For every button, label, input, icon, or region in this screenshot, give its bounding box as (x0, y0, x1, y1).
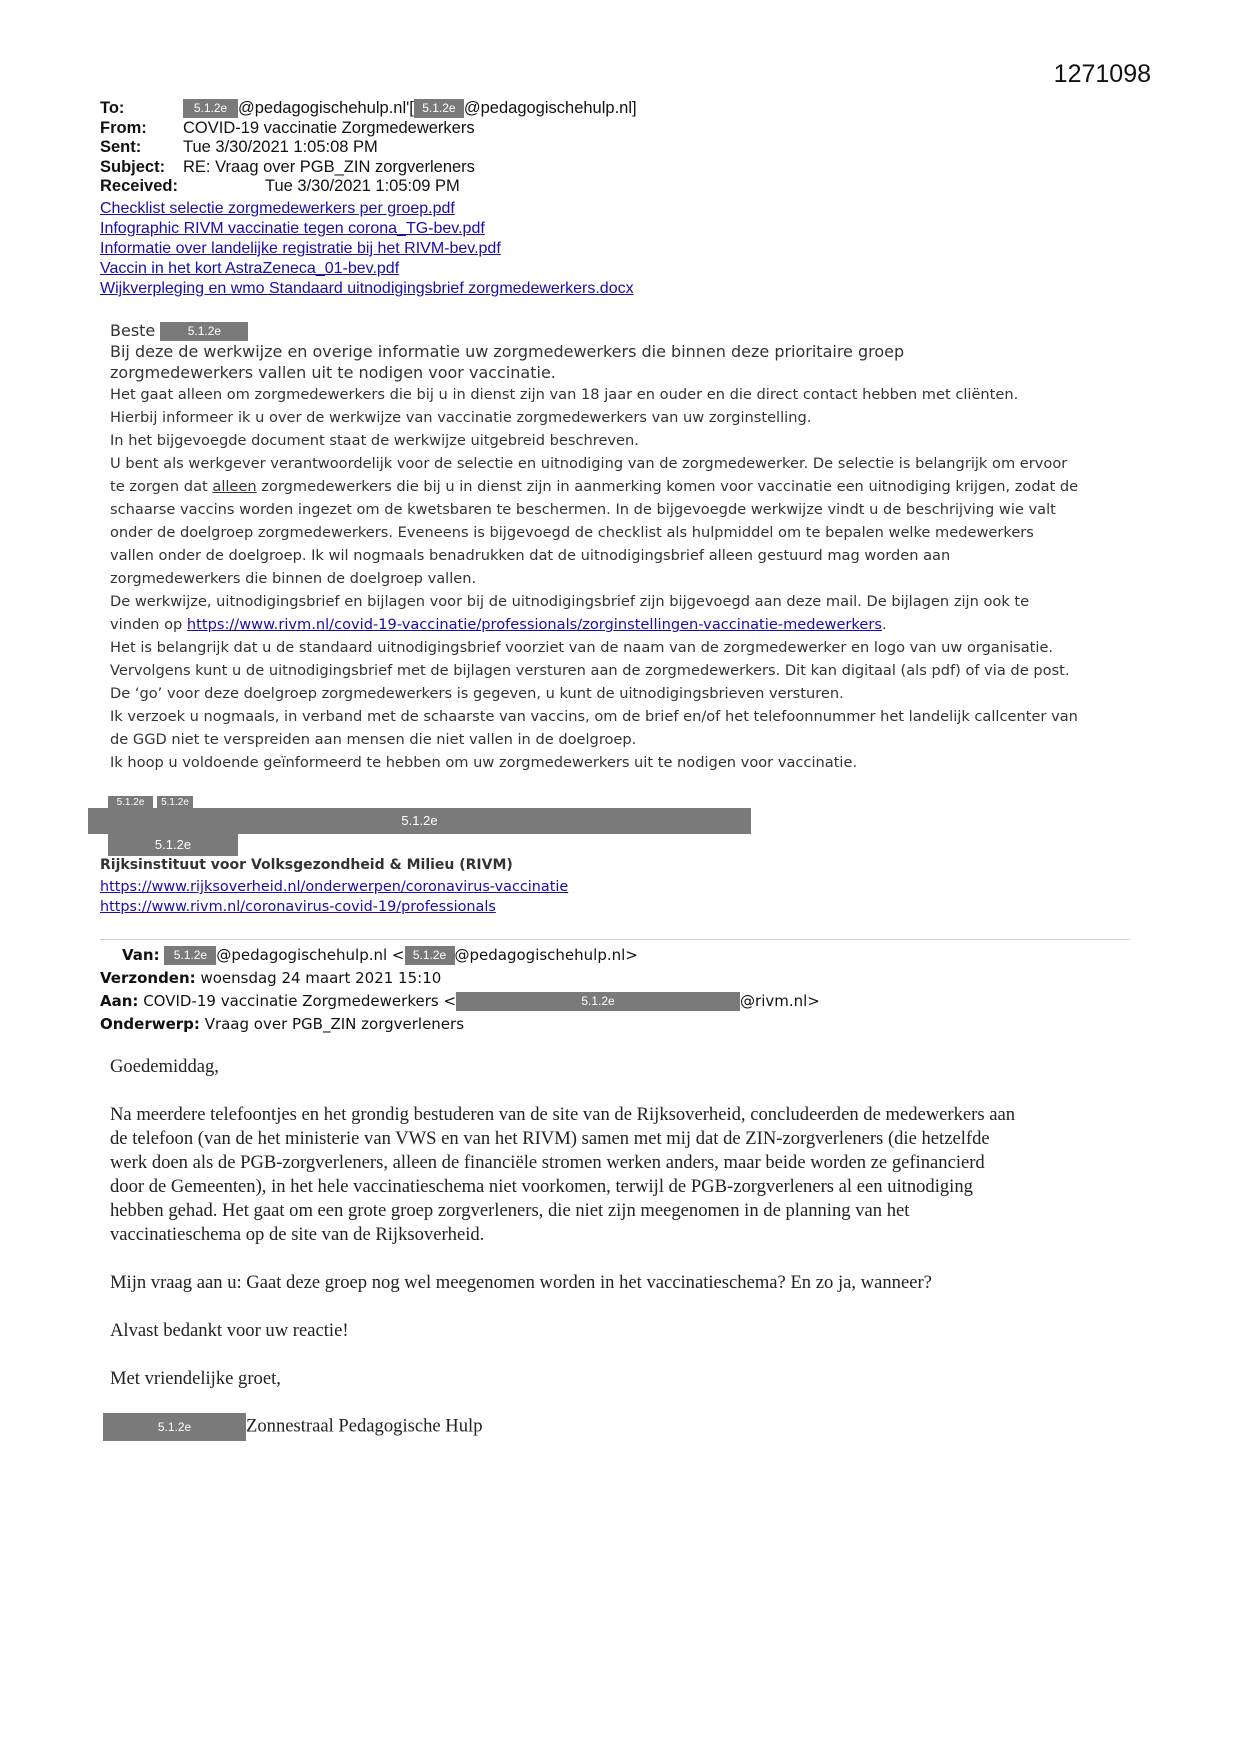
reply-intro-1: Bij deze de werkwijze en overige informatie uw zorgmedewerkers die binnen deze prioritaire groep (110, 342, 905, 361)
aan-value-2: @rivm.nl> (740, 992, 820, 1010)
original-letter (110, 1055, 1140, 1415)
redaction-box: 5.1.2e (164, 946, 216, 965)
emphasis-alleen: alleen (212, 478, 257, 495)
redaction-box: 5.1.2e (103, 1413, 246, 1441)
document-id: 1271098 (1053, 60, 1151, 88)
redaction-box: 5.1.2e (183, 99, 238, 118)
sent-label: Sent: (100, 138, 142, 157)
signature-link-row-1 (100, 879, 568, 895)
signature-link-rijksoverheid[interactable]: https://www.rijksoverheid.nl/onderwerpen/coronavirus-vaccinatie (100, 879, 569, 895)
reply-text: . (881, 616, 887, 633)
subject-label: Subject: (100, 157, 166, 176)
letter-paragraph-3: Alvast bedankt voor uw reactie! (110, 1320, 349, 1341)
reply-paragraph: Hierbij informeer ik u over de werkwijze van vaccinatie zorgmedewerkers van uw zorginstelling. (110, 409, 812, 426)
letter-line: hebben gehad. Het gaat om een grote groep zorgverleners, die niet zijn meegenomen in de planning van het (110, 1200, 910, 1221)
letter-line: vaccinatieschema op de site van de Rijksoverheid. (110, 1224, 485, 1245)
reply-greeting-line (110, 320, 1140, 341)
forwarded-header (100, 944, 820, 1036)
sent-value: Tue 3/30/2021 1:05:08 PM (183, 138, 378, 157)
letter-line: door de Gemeenten), in het hele vaccinatieschema niet voorkomen, terwijl de PGB-zorgverleners al een uitnodiging (110, 1176, 973, 1197)
van-label: Van: (122, 946, 160, 964)
reply-paragraph: Vervolgens kunt u de uitnodigingsbrief met de bijlagen versturen aan de zorgmedewerkers. Dit kan digitaal (als pdf) of via de post. (110, 662, 1070, 679)
letter-line: werk doen als de PGB-zorgverleners, alleen de financiële stromen werken anders, maar beide worden ze gefinancierd (110, 1152, 985, 1173)
reply-text: te zorgen dat (110, 478, 213, 495)
reply-paragraph: Het gaat alleen om zorgmedewerkers die bij u in dienst zijn van 18 jaar en ouder en die direct contact hebben met cliënten. (110, 386, 1019, 403)
letter-line: Na meerdere telefoontjes en het grondig bestuderen van de site van de Rijksoverheid, concludeerden de medewerkers aan (110, 1104, 1016, 1125)
verzonden-row (100, 967, 820, 990)
to-value-1: @pedagogischehulp.nl'[ (238, 99, 414, 117)
onderwerp-row (100, 1013, 820, 1036)
attachment-link[interactable]: Informatie over landelijke registratie bij het RIVM-bev.pdf (100, 240, 501, 257)
reply-paragraph: vallen onder de doelgroep. Ik wil nogmaals benadrukken dat de uitnodigingsbrief alleen gestuurd mag worden aan (110, 547, 951, 564)
van-value-2: @pedagogischehulp.nl> (454, 946, 638, 964)
received-value: Tue 3/30/2021 1:05:09 PM (265, 177, 460, 196)
redaction-box: 5.1.2e (456, 992, 740, 1011)
onderwerp-label: Onderwerp: (100, 1015, 200, 1033)
to-label: To: (100, 99, 125, 117)
to-value-2: @pedagogischehulp.nl] (463, 99, 637, 117)
letter-paragraph-1 (110, 1103, 1140, 1247)
letter-greeting: Goedemiddag, (110, 1056, 219, 1077)
letter-line: de telefoon (van de het ministerie van VWS en van het RIVM) samen met mij dat de ZIN-zorgverleners (die hetzelfde (110, 1128, 990, 1149)
from-row (100, 119, 637, 139)
redaction-box: 5.1.2e (405, 946, 455, 965)
redaction-box: 5.1.2e (108, 796, 153, 810)
to-row (100, 99, 637, 119)
reply-body (110, 320, 1140, 774)
attachment-link[interactable]: Vaccin in het kort AstraZeneca_01-bev.pdf (100, 260, 400, 277)
reply-text: zorgmedewerkers die bij u in dienst zijn in aanmerking komen voor vaccinatie een uitnodiging krijgen, zodat de (256, 478, 1079, 495)
sent-row (100, 138, 637, 158)
from-label: From: (100, 118, 147, 137)
reply-paragraph: De werkwijze, uitnodigingsbrief en bijlagen voor bij de uitnodigingsbrief zijn bijgevoegd aan deze mail. De bijlagen zijn ook te (110, 593, 1030, 610)
van-value-1: @pedagogischehulp.nl < (216, 946, 405, 964)
redaction-box: 5.1.2e (88, 808, 751, 834)
reply-paragraph: Het is belangrijk dat u de standaard uitnodigingsbrief voorziet van de naam van de zorgmedewerker en logo van uw organisatie. (110, 639, 1054, 656)
sender-org: Zonnestraal Pedagogische Hulp (246, 1415, 483, 1437)
signature-link-rivm[interactable]: https://www.rivm.nl/coronavirus-covid-19/professionals (100, 899, 496, 915)
aan-value-1: COVID-19 vaccinatie Zorgmedewerkers < (143, 992, 457, 1010)
redaction-box: 5.1.2e (157, 796, 193, 810)
subject-row (100, 158, 637, 178)
reply-greeting: Beste (110, 321, 156, 340)
email-header (100, 99, 637, 197)
attachment-link[interactable]: Checklist selectie zorgmedewerkers per groep.pdf (100, 200, 455, 217)
signature-org: Rijksinstituut voor Volksgezondheid & Milieu (RIVM) (100, 857, 513, 873)
from-value: COVID-19 vaccinatie Zorgmedewerkers (183, 118, 475, 137)
onderwerp-value: Vraag over PGB_ZIN zorgverleners (204, 1015, 465, 1033)
received-row (100, 177, 637, 197)
reply-paragraph: Ik hoop u voldoende geïnformeerd te hebben om uw zorgmedewerkers uit te nodigen voor vaccinatie. (110, 754, 858, 771)
attachment-link[interactable]: Infographic RIVM vaccinatie tegen corona_TG-bev.pdf (100, 220, 485, 237)
reply-paragraph: In het bijgevoegde document staat de werkwijze uitgebreid beschreven. (110, 432, 639, 449)
aan-row (100, 990, 820, 1013)
header-divider (100, 939, 1130, 940)
redaction-box: 5.1.2e (108, 834, 238, 856)
received-label: Received: (100, 177, 178, 196)
letter-closing: Met vriendelijke groet, (110, 1368, 281, 1389)
aan-label: Aan: (100, 992, 139, 1010)
reply-paragraph (110, 475, 1140, 498)
reply-paragraph: zorgmedewerkers die binnen de doelgroep vallen. (110, 570, 477, 587)
reply-paragraph: Ik verzoek u nogmaals, in verband met de schaarste van vaccins, om de brief en/of het telefoonnummer het landelijk callcenter van (110, 708, 1078, 725)
rivm-vaccination-link[interactable]: https://www.rivm.nl/covid-19-vaccinatie/professionals/zorginstellingen-vaccinatie-medewerkers (186, 616, 882, 633)
signature-link-row-2 (100, 899, 496, 915)
letter-sender (103, 1413, 483, 1441)
reply-paragraph: De ‘go’ voor deze doelgroep zorgmedewerkers is gegeven, u kunt de uitnodigingsbrieven versturen. (110, 685, 844, 702)
verzonden-label: Verzonden: (100, 969, 196, 987)
reply-paragraph: schaarse vaccins worden ingezet om de kwetsbaren te beschermen. In de bijgevoegde werkwijze vindt u de beschrijving wie valt (110, 501, 1056, 518)
verzonden-value: woensdag 24 maart 2021 15:10 (200, 969, 442, 987)
van-row (100, 944, 820, 967)
attachment-link[interactable]: Wijkverpleging en wmo Standaard uitnodigingsbrief zorgmedewerkers.docx (100, 280, 634, 297)
redaction-box: 5.1.2e (414, 99, 464, 118)
letter-paragraph-2: Mijn vraag aan u: Gaat deze groep nog wel meegenomen worden in het vaccinatieschema? En zo ja, wanneer? (110, 1272, 932, 1293)
reply-paragraph: U bent als werkgever verantwoordelijk voor de selectie en uitnodiging van de zorgmedewerker. De selectie is belangrijk om ervoor (110, 455, 1068, 472)
redaction-box: 5.1.2e (160, 322, 248, 341)
reply-intro-2: zorgmedewerkers vallen uit te nodigen voor vaccinatie. (110, 363, 556, 382)
subject-value: RE: Vraag over PGB_ZIN zorgverleners (183, 157, 475, 176)
reply-paragraph (110, 613, 1140, 636)
attachment-list (100, 199, 634, 299)
reply-text: vinden op (110, 616, 187, 633)
reply-paragraph: de GGD niet te verspreiden aan mensen die niet vallen in de doelgroep. (110, 731, 637, 748)
reply-paragraph: onder de doelgroep zorgmedewerkers. Eveneens is bijgevoegd de checklist als hulpmiddel om te bepalen welke medewerkers (110, 524, 1034, 541)
